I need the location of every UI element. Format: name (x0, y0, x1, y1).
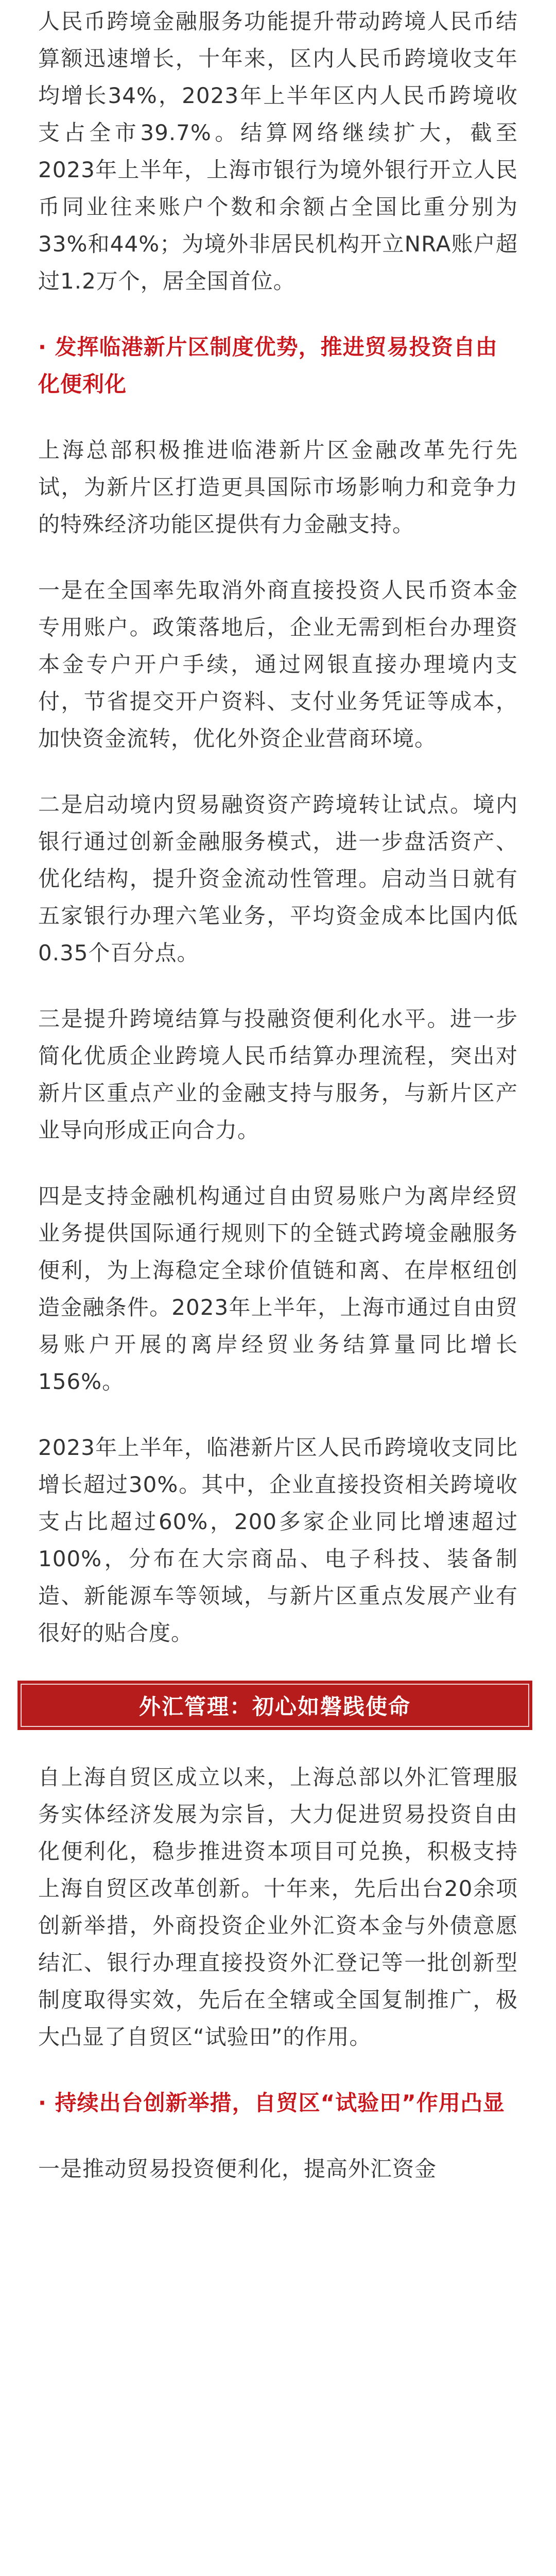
paragraph-point-one: 一是在全国率先取消外商直接投资人民币资本金专用账户。政策落地后，企业无需到柜台办理资本金专户开户手续，通过网银直接办理境内支付，节省提交开户资料、支付业务凭证等成本，加快资金流转，优化外资企业营商环境。 (38, 578, 518, 751)
section-heading-innovation: · 持续出台创新举措，自贸区“试验田”作用凸显 (38, 2090, 505, 2115)
section-banner-border (21, 1684, 529, 1727)
paragraph-cross-border-rmb: 人民币跨境金融服务功能提升带动跨境人民币结算额迅速增长，十年来，区内人民币跨境收支年均增长34%，2023年上半年区内人民币跨境收支占全市39.7%。结算网络继续扩大，截至2023年上半年，上海市银行为境外银行开立人民币同业往来账户个数和余额占全国比重分别为33%和44%；为境外非居民机构开立NRA账户超过1.2万个，居全国首位。 (38, 9, 518, 294)
paragraph-forex-point-one: 一是推动贸易投资便利化，提高外汇资金 (38, 2156, 437, 2181)
paragraph-point-three: 三是提升跨境结算与投融资便利化水平。进一步简化优质企业跨境人民币结算办理流程，突出对新片区重点产业的金融支持与服务，与新片区产业导向形成正向合力。 (38, 1006, 518, 1143)
paragraph-forex-intro: 自上海自贸区成立以来，上海总部以外汇管理服务实体经济发展为宗旨，大力促进贸易投资自由化便利化，稳步推进资本项目可兑换，积极支持上海自贸区改革创新。十年来，先后出台20余项创新举措，外商投资企业外汇资本金与外债意愿结汇、银行办理直接投资外汇登记等一批创新型制度取得实效，先后在全辖或全国复制推广，极大凸显了自贸区“试验田”的作用。 (38, 1765, 518, 2049)
paragraph-lingang-intro: 上海总部积极推进临港新片区金融改革先行先试，为新片区打造更具国际市场影响力和竞争力的特殊经济功能区提供有力金融支持。 (38, 437, 518, 537)
section-heading-lingang: · 发挥临港新片区制度优势，推进贸易投资自由化便利化 (38, 334, 498, 397)
paragraph-lingang-results: 2023年上半年，临港新片区人民币跨境收支同比增长超过30%。其中，企业直接投资相关跨境收支占比超过60%，200多家企业同比增速超过100%，分布在大宗商品、电子科技、装备制造、新能源车等领域，与新片区重点发展产业有很好的贴合度。 (38, 1435, 518, 1646)
section-banner-title: 外汇管理：初心如磐践使命 (138, 1694, 411, 1719)
paragraph-point-four: 四是支持金融机构通过自由贸易账户为离岸经贸业务提供国际通行规则下的全链式跨境金融服务便利，为上海稳定全球价值链和离、在岸枢纽创造金融条件。2023年上半年，上海市通过自由贸易账户开展的离岸经贸业务结算量同比增长156%。 (38, 1183, 518, 1394)
section-banner (18, 1681, 532, 1730)
paragraph-point-two: 二是启动境内贸易融资资产跨境转让试点。境内银行通过创新金融服务模式，进一步盘活资产、优化结构，提升资金流动性管理。启动当日就有五家银行办理六笔业务，平均资金成本比国内低0.35个百分点。 (38, 792, 518, 965)
